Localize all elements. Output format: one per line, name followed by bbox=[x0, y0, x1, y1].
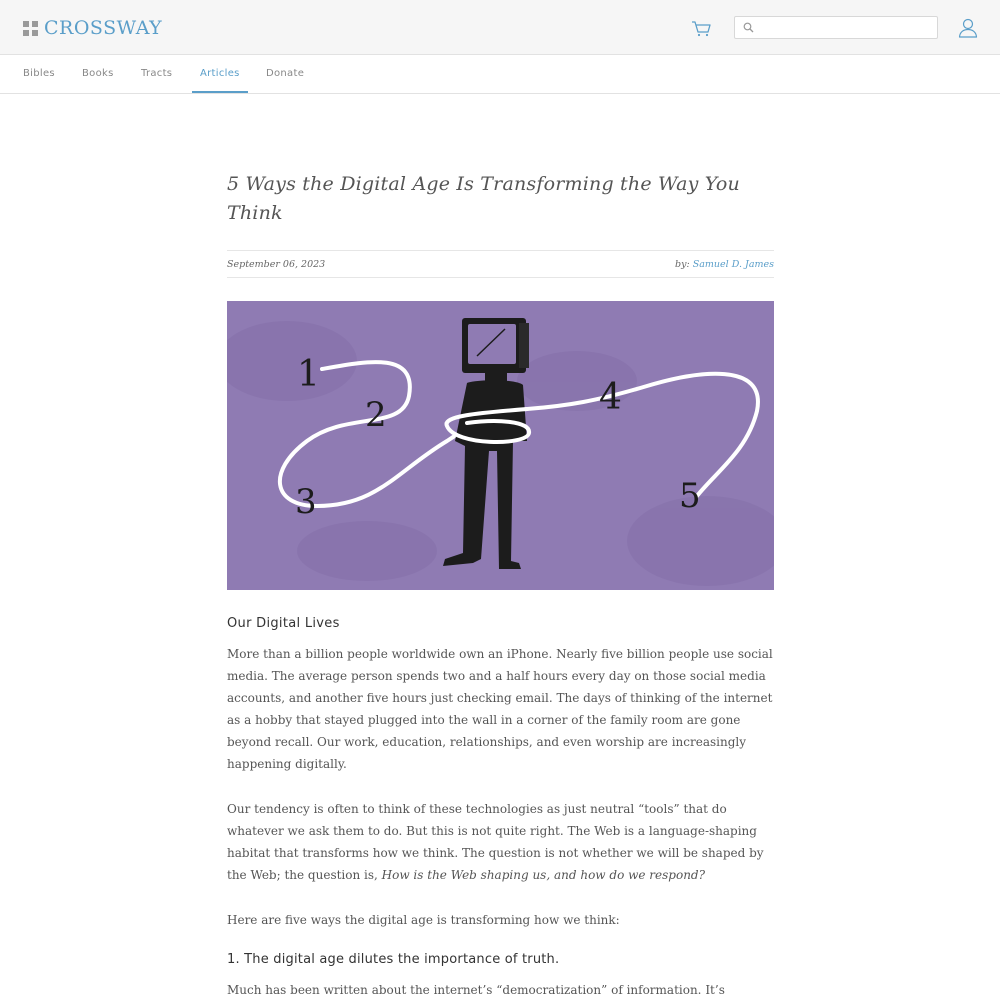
user-icon[interactable] bbox=[957, 17, 979, 39]
logo-mark-icon bbox=[23, 21, 38, 36]
search-input[interactable] bbox=[757, 18, 935, 37]
main-nav bbox=[0, 55, 1000, 94]
hero-illustration bbox=[227, 301, 774, 590]
nav-item-tracts[interactable]: Tracts bbox=[141, 68, 173, 79]
hero-number-5: 5 bbox=[679, 476, 701, 516]
cart-icon[interactable] bbox=[690, 18, 712, 38]
paragraph-text: Our tendency is often to think of these technologies as just neutral “tools” that do whatever we ask them to do. But this is not quite right. The Web is a language-shaping habitat that transforms how we think. The question is not whether we will be shaped by the Web; the question is, bbox=[227, 802, 764, 882]
paragraph: Here are five ways the digital age is transforming how we think: bbox=[227, 913, 620, 927]
nav-item-bibles[interactable]: Bibles bbox=[23, 68, 55, 79]
article-body bbox=[227, 616, 774, 1000]
hero-number-2: 2 bbox=[365, 395, 387, 435]
top-header bbox=[0, 0, 1000, 55]
section-heading: Our Digital Lives bbox=[227, 616, 340, 631]
logo-text: CROSSWAY bbox=[44, 17, 163, 39]
paragraph: More than a billion people worldwide own an iPhone. Nearly five billion people use social media. The average person spends two and a half hours every day on those social media accounts, and another five hours just checking email. The days of thinking of the internet as a hobby that stayed plugged into the wall in a corner of the family room are gone beyond recall. Our work, education, relationships, and even worship are increasingly happening digitally. bbox=[227, 647, 773, 771]
article bbox=[227, 170, 774, 997]
paragraph: Much has been written about the internet’s “democratization” of information. It’s bbox=[227, 983, 725, 997]
nav-item-donate[interactable]: Donate bbox=[266, 68, 305, 79]
hero-number-1: 1 bbox=[297, 354, 320, 395]
nav-item-articles[interactable]: Articles bbox=[200, 55, 240, 93]
hero-artwork bbox=[227, 301, 774, 590]
author-link[interactable]: Samuel D. James bbox=[692, 259, 774, 270]
by-label: by: bbox=[675, 259, 690, 270]
point-heading: 1. The digital age dilutes the importance of truth. bbox=[227, 952, 560, 967]
article-byline bbox=[675, 259, 774, 270]
nav-item-books[interactable]: Books bbox=[82, 68, 114, 79]
hero-number-4: 4 bbox=[599, 377, 622, 418]
paragraph bbox=[227, 798, 774, 886]
article-title: 5 Ways the Digital Age Is Transforming the Way You Think bbox=[227, 173, 740, 224]
crossway-logo[interactable] bbox=[23, 17, 162, 39]
hero-number-3: 3 bbox=[295, 482, 317, 522]
search-icon bbox=[743, 22, 754, 33]
article-date: September 06, 2023 bbox=[227, 259, 326, 270]
article-meta bbox=[227, 250, 774, 278]
search-box[interactable] bbox=[734, 16, 938, 39]
paragraph-emphasis: How is the Web shaping us, and how do we respond? bbox=[381, 868, 706, 882]
